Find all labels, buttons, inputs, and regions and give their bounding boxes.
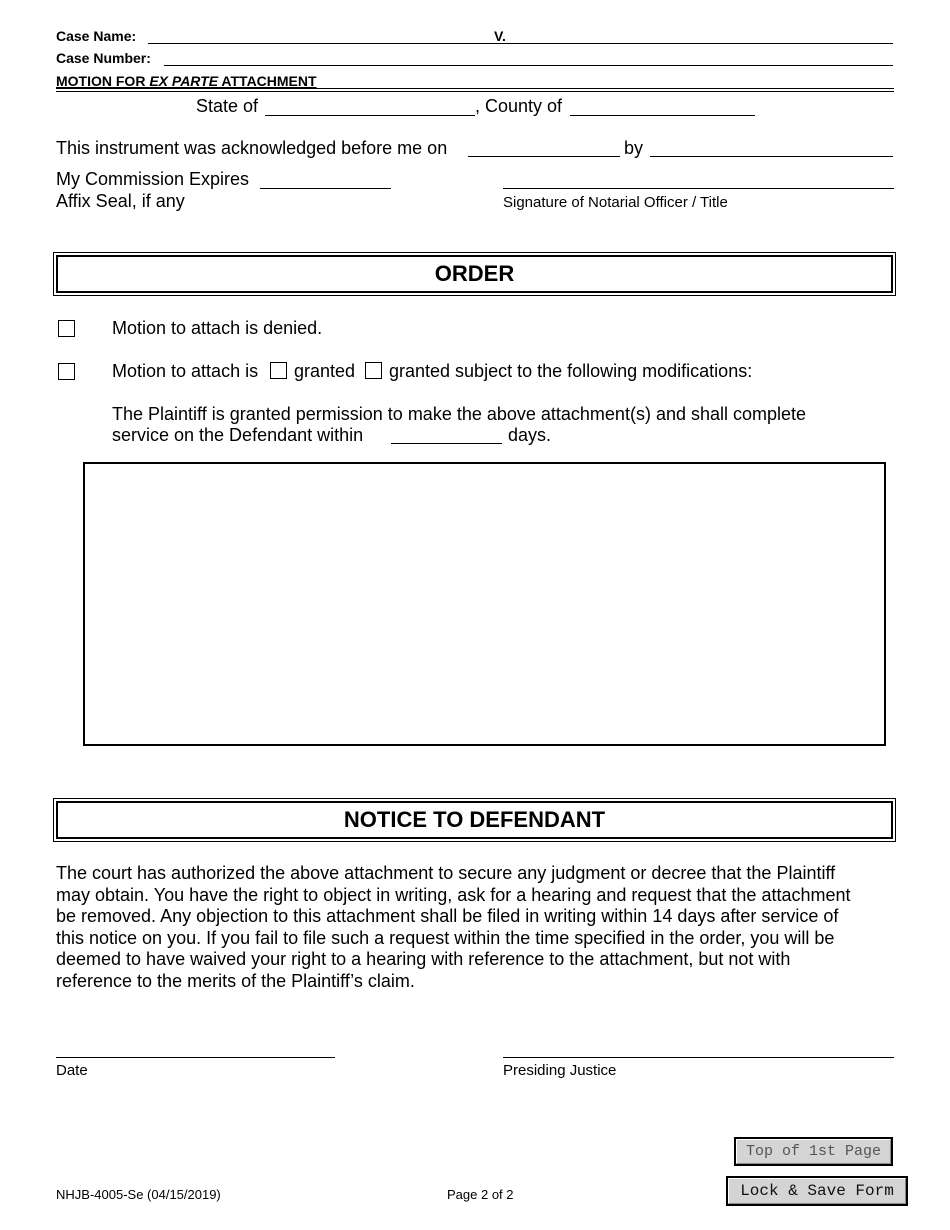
- order-heading-box: [53, 252, 896, 296]
- case-number-label: Case Number:: [56, 50, 151, 66]
- notice-line: deemed to have waived your right to a hearing with reference to the attachment, but not with: [56, 949, 791, 969]
- notice-line: be removed. Any objection to this attachment shall be filed in writing within 14 days after service of: [56, 906, 839, 926]
- state-field[interactable]: [265, 115, 475, 116]
- motion-title-prefix: MOTION FOR: [56, 73, 150, 89]
- case-name-field[interactable]: [148, 43, 893, 44]
- denied-label: Motion to attach is denied.: [112, 318, 323, 338]
- notice-heading: NOTICE TO DEFENDANT: [56, 801, 893, 839]
- motion-title: [56, 73, 317, 89]
- motion-title-suffix: ATTACHMENT: [218, 73, 317, 89]
- notice-line: The court has authorized the above attachment to secure any judgment or decree that the Plaintiff: [56, 863, 836, 883]
- county-label: , County of: [475, 96, 563, 116]
- signature-label: Signature of Notarial Officer / Title: [503, 194, 728, 211]
- order-heading: ORDER: [56, 255, 893, 293]
- granted-checkbox[interactable]: [270, 362, 287, 379]
- commission-date-field[interactable]: [260, 188, 391, 189]
- state-label: State of: [196, 96, 259, 116]
- seal-label: Affix Seal, if any: [56, 191, 185, 211]
- versus-label: V.: [494, 28, 506, 44]
- lock-button-label: Lock & Save Form: [728, 1178, 906, 1204]
- attach-is-label: Motion to attach is: [112, 361, 259, 381]
- top-button-label: Top of 1st Page: [736, 1139, 891, 1164]
- permission-line-1: The Plaintiff is granted permission to make the above attachment(s) and shall complete: [112, 404, 807, 424]
- denied-checkbox[interactable]: [58, 320, 75, 337]
- modifications-textarea[interactable]: [83, 462, 886, 746]
- notice-line: reference to the merits of the Plaintiff’s claim.: [56, 970, 415, 991]
- notice-line: this notice on you. If you fail to file such a request within the time specified in the order, you will be: [56, 927, 835, 948]
- justice-signature-line[interactable]: [503, 1057, 894, 1058]
- motion-title-italic: EX PARTE: [149, 73, 219, 89]
- days-label: days.: [508, 425, 552, 445]
- notice-line: may obtain. You have the right to object in writing, ask for a hearing and request that the attachment: [56, 884, 851, 905]
- top-of-first-page-button[interactable]: [734, 1137, 893, 1166]
- permission-line-2: service on the Defendant within: [112, 425, 364, 445]
- date-line[interactable]: [56, 1057, 335, 1058]
- notice-heading-box: [53, 798, 896, 842]
- granted-subject-label: granted subject to the following modifications:: [389, 361, 753, 381]
- header-divider-bottom: [56, 91, 894, 92]
- date-label: Date: [56, 1062, 88, 1079]
- commission-label: My Commission Expires: [56, 169, 250, 189]
- form-id: NHJB-4005-Se (04/15/2019): [56, 1187, 221, 1202]
- granted-subject-checkbox[interactable]: [365, 362, 382, 379]
- case-name-label: Case Name:: [56, 28, 137, 44]
- lock-and-save-button[interactable]: [726, 1176, 908, 1206]
- granted-label: granted: [294, 361, 356, 381]
- justice-label: Presiding Justice: [503, 1062, 617, 1079]
- acknowledged-date-field[interactable]: [468, 156, 620, 157]
- county-field[interactable]: [570, 115, 755, 116]
- attach-checkbox[interactable]: [58, 363, 75, 380]
- page-number: Page 2 of 2: [447, 1187, 514, 1202]
- case-number-field[interactable]: [164, 65, 893, 66]
- service-days-field[interactable]: [391, 443, 502, 444]
- acknowledged-by-field[interactable]: [650, 156, 893, 157]
- by-label: by: [624, 138, 644, 158]
- notice-paragraph: [56, 863, 916, 992]
- acknowledged-label: This instrument was acknowledged before me on: [56, 138, 448, 158]
- notary-signature-line: [503, 188, 894, 189]
- header-divider-top: [56, 88, 894, 89]
